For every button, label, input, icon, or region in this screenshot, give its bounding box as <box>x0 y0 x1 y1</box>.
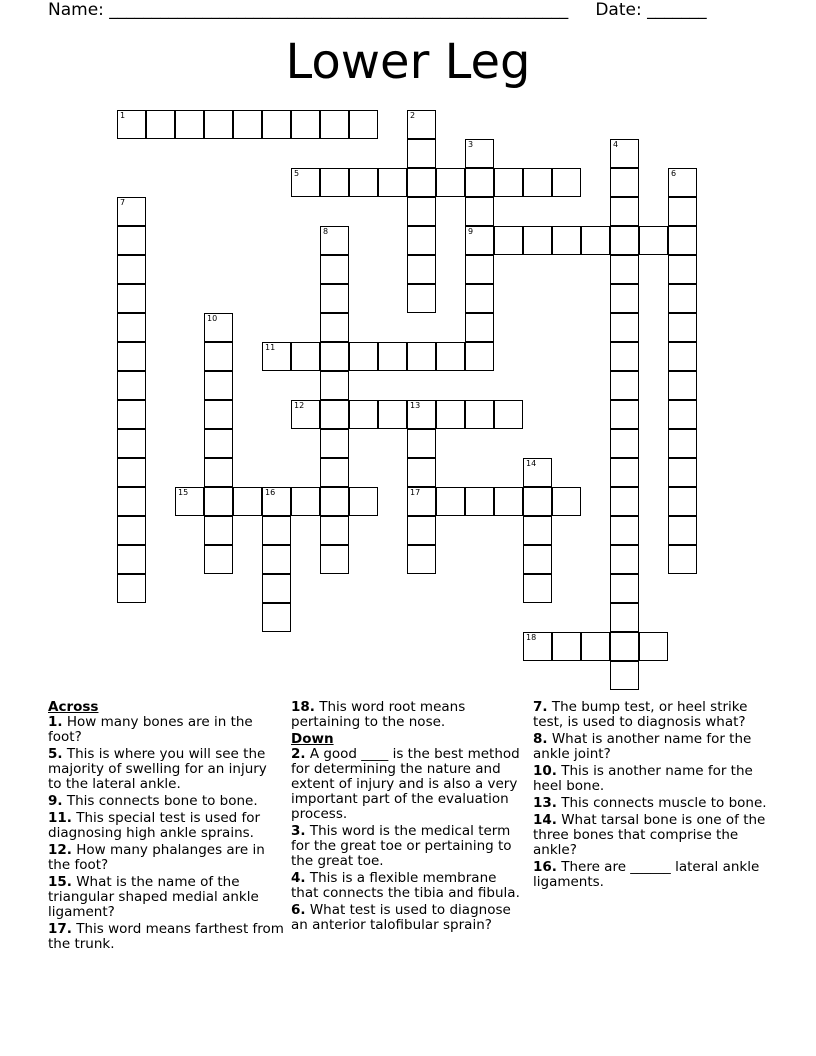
grid-cell[interactable] <box>523 226 552 255</box>
grid-cell[interactable] <box>523 516 552 545</box>
grid-cell[interactable] <box>175 110 204 139</box>
clue-text: The bump test, or heel strike test, is used to diagnosis what? <box>533 699 748 730</box>
grid-cell[interactable] <box>320 400 349 429</box>
clue-number: 13 <box>410 401 421 410</box>
grid-cell[interactable] <box>610 197 639 226</box>
grid-cell[interactable] <box>291 168 320 197</box>
grid-cell[interactable] <box>320 168 349 197</box>
grid-cell[interactable] <box>523 574 552 603</box>
clue-item <box>291 903 527 933</box>
grid-cell[interactable] <box>436 168 465 197</box>
clue-number-label: 16. <box>533 859 557 875</box>
clue-item <box>533 796 769 811</box>
grid-cell[interactable] <box>407 197 436 226</box>
clue-item <box>291 700 527 730</box>
grid-cell[interactable] <box>668 255 697 284</box>
clue-item <box>48 747 284 792</box>
grid-cell[interactable] <box>668 226 697 255</box>
grid-cell[interactable] <box>407 255 436 284</box>
clue-text: A good ____ is the best method for determining the nature and extent of injury and is also a very important part of the evaluation process. <box>291 746 520 822</box>
grid-cell[interactable] <box>407 226 436 255</box>
grid-cell[interactable] <box>320 545 349 574</box>
grid-cell[interactable] <box>523 487 552 516</box>
grid-cell[interactable] <box>320 226 349 255</box>
grid-cell[interactable] <box>291 400 320 429</box>
grid-cell[interactable] <box>465 139 494 168</box>
grid-cell[interactable] <box>668 168 697 197</box>
grid-cell[interactable] <box>320 284 349 313</box>
grid-cell[interactable] <box>494 168 523 197</box>
grid-cell[interactable] <box>175 487 204 516</box>
grid-cell[interactable] <box>117 110 146 139</box>
grid-cell[interactable] <box>436 400 465 429</box>
grid-cell[interactable] <box>407 284 436 313</box>
clue-number-label: 4. <box>291 870 306 886</box>
grid-cell[interactable] <box>581 226 610 255</box>
grid-cell[interactable] <box>262 487 291 516</box>
grid-cell[interactable] <box>117 313 146 342</box>
clue-number: 3 <box>468 140 474 149</box>
grid-cell[interactable] <box>610 371 639 400</box>
clue-number-label: 14. <box>533 812 557 828</box>
clue-text: This special test is used for diagnosing high ankle sprains. <box>48 810 261 841</box>
grid-cell[interactable] <box>610 632 639 661</box>
clue-text: This word means farthest from the trunk. <box>48 921 284 952</box>
grid-cell[interactable] <box>320 255 349 284</box>
clue-number-label: 15. <box>48 874 72 890</box>
grid-cell[interactable] <box>320 429 349 458</box>
grid-cell[interactable] <box>639 632 668 661</box>
grid-cell[interactable] <box>668 458 697 487</box>
clue-number-label: 7. <box>533 699 548 715</box>
grid-cell[interactable] <box>320 371 349 400</box>
clue-number: 1 <box>120 111 126 120</box>
clue-item <box>291 871 527 901</box>
grid-cell[interactable] <box>378 168 407 197</box>
name-blank[interactable]: ______________________________________________________ <box>109 0 569 20</box>
grid-cell[interactable] <box>117 371 146 400</box>
clue-item <box>533 813 769 858</box>
grid-cell[interactable] <box>262 603 291 632</box>
grid-cell[interactable] <box>204 429 233 458</box>
grid-cell[interactable] <box>610 574 639 603</box>
grid-cell[interactable] <box>610 255 639 284</box>
clue-number-label: 18. <box>291 699 315 715</box>
clue-text: What test is used to diagnose an anterior talofibular sprain? <box>291 902 511 933</box>
clue-text: There are ______ lateral ankle ligaments. <box>533 859 760 890</box>
clue-number-label: 6. <box>291 902 306 918</box>
grid-cell[interactable] <box>436 487 465 516</box>
grid-cell[interactable] <box>610 284 639 313</box>
grid-cell[interactable] <box>668 400 697 429</box>
clue-text: This word root means pertaining to the nose. <box>291 699 466 730</box>
clue-number: 14 <box>526 459 537 468</box>
grid-cell[interactable] <box>117 400 146 429</box>
clue-number-label: 9. <box>48 793 63 809</box>
grid-cell[interactable] <box>436 342 465 371</box>
clue-item <box>533 860 769 890</box>
clue-text: This is a flexible membrane that connects the tibia and fibula. <box>291 870 520 901</box>
grid-cell[interactable] <box>494 226 523 255</box>
clue-item <box>533 764 769 794</box>
grid-cell[interactable] <box>407 168 436 197</box>
clue-number: 7 <box>120 198 126 207</box>
clue-number: 15 <box>178 488 189 497</box>
grid-cell[interactable] <box>349 342 378 371</box>
grid-cell[interactable] <box>610 168 639 197</box>
grid-cell[interactable] <box>378 400 407 429</box>
grid-cell[interactable] <box>262 545 291 574</box>
grid-cell[interactable] <box>610 516 639 545</box>
grid-cell[interactable] <box>668 516 697 545</box>
clue-number: 18 <box>526 633 537 642</box>
grid-cell[interactable] <box>668 487 697 516</box>
grid-cell[interactable] <box>204 487 233 516</box>
grid-cell[interactable] <box>465 168 494 197</box>
grid-cell[interactable] <box>117 255 146 284</box>
clue-number: 12 <box>294 401 305 410</box>
grid-cell[interactable] <box>117 545 146 574</box>
grid-cell[interactable] <box>204 400 233 429</box>
grid-cell[interactable] <box>262 574 291 603</box>
grid-cell[interactable] <box>349 168 378 197</box>
clue-text: What is another name for the ankle joint? <box>533 731 752 762</box>
grid-cell[interactable] <box>523 545 552 574</box>
grid-cell[interactable] <box>117 429 146 458</box>
grid-cell[interactable] <box>204 516 233 545</box>
grid-cell[interactable] <box>291 487 320 516</box>
clue-number: 11 <box>265 343 276 352</box>
clue-text: What is the name of the triangular shaped medial ankle ligament? <box>48 874 259 920</box>
clue-number: 8 <box>323 227 329 236</box>
down-heading: Down <box>291 731 334 747</box>
clues-column-2 <box>291 700 527 935</box>
clue-text: This is where you will see the majority of swelling for an injury to the lateral ankle. <box>48 746 267 792</box>
grid-cell[interactable] <box>668 371 697 400</box>
clue-number-label: 8. <box>533 731 548 747</box>
clue-item <box>48 715 284 745</box>
grid-cell[interactable] <box>610 226 639 255</box>
grid-cell[interactable] <box>465 487 494 516</box>
clue-number: 2 <box>410 111 416 120</box>
clue-text: What tarsal bone is one of the three bones that comprise the ankle? <box>533 812 766 858</box>
grid-cell[interactable] <box>407 139 436 168</box>
grid-cell[interactable] <box>610 661 639 690</box>
grid-cell[interactable] <box>465 197 494 226</box>
grid-cell[interactable] <box>465 284 494 313</box>
across-heading: Across <box>48 699 99 715</box>
grid-cell[interactable] <box>320 110 349 139</box>
grid-cell[interactable] <box>610 458 639 487</box>
clue-number: 9 <box>468 227 474 236</box>
grid-cell[interactable] <box>233 487 262 516</box>
clue-number-label: 17. <box>48 921 72 937</box>
grid-cell[interactable] <box>407 458 436 487</box>
grid-cell[interactable] <box>204 458 233 487</box>
grid-cell[interactable] <box>407 429 436 458</box>
grid-cell[interactable] <box>204 371 233 400</box>
clue-number: 10 <box>207 314 218 323</box>
grid-cell[interactable] <box>204 342 233 371</box>
grid-cell[interactable] <box>465 226 494 255</box>
grid-cell[interactable] <box>465 313 494 342</box>
grid-cell[interactable] <box>291 110 320 139</box>
clue-item <box>48 811 284 841</box>
grid-cell[interactable] <box>610 429 639 458</box>
grid-cell[interactable] <box>581 632 610 661</box>
clues-column-1 <box>48 700 284 954</box>
clues-column-3 <box>533 700 769 892</box>
grid-cell[interactable] <box>349 110 378 139</box>
grid-cell[interactable] <box>320 342 349 371</box>
clue-text: This is another name for the heel bone. <box>533 763 753 794</box>
grid-cell[interactable] <box>117 284 146 313</box>
clue-text: How many phalanges are in the foot? <box>48 842 265 873</box>
clue-number: 17 <box>410 488 421 497</box>
grid-cell[interactable] <box>407 516 436 545</box>
grid-cell[interactable] <box>407 545 436 574</box>
clue-number: 4 <box>613 140 619 149</box>
grid-cell[interactable] <box>465 255 494 284</box>
date-label: Date: <box>595 0 642 20</box>
grid-cell[interactable] <box>407 487 436 516</box>
clue-number-label: 13. <box>533 795 557 811</box>
clue-text: This word is the medical term for the great toe or pertaining to the great toe. <box>291 823 512 869</box>
grid-cell[interactable] <box>204 110 233 139</box>
clue-item <box>291 747 527 822</box>
clue-number-label: 10. <box>533 763 557 779</box>
clue-number-label: 3. <box>291 823 306 839</box>
grid-cell[interactable] <box>610 342 639 371</box>
clue-item <box>48 843 284 873</box>
clue-number-label: 2. <box>291 746 306 762</box>
grid-cell[interactable] <box>407 342 436 371</box>
grid-cell[interactable] <box>117 516 146 545</box>
grid-cell[interactable] <box>552 632 581 661</box>
page-title: Lower Leg <box>285 34 531 90</box>
grid-cell[interactable] <box>117 574 146 603</box>
grid-cell[interactable] <box>523 458 552 487</box>
date-blank[interactable]: _______ <box>647 0 707 20</box>
grid-cell[interactable] <box>407 400 436 429</box>
grid-cell[interactable] <box>320 516 349 545</box>
clue-item <box>533 732 769 762</box>
clue-number: 16 <box>265 488 276 497</box>
clue-number: 5 <box>294 169 300 178</box>
clue-number: 6 <box>671 169 677 178</box>
grid-cell[interactable] <box>610 545 639 574</box>
clue-text: How many bones are in the foot? <box>48 714 253 745</box>
grid-cell[interactable] <box>668 284 697 313</box>
grid-cell[interactable] <box>262 342 291 371</box>
clue-item <box>291 824 527 869</box>
grid-cell[interactable] <box>668 429 697 458</box>
grid-cell[interactable] <box>552 226 581 255</box>
clue-item <box>533 700 769 730</box>
grid-cell[interactable] <box>523 632 552 661</box>
grid-cell[interactable] <box>117 197 146 226</box>
grid-cell[interactable] <box>639 226 668 255</box>
grid-cell[interactable] <box>320 458 349 487</box>
grid-cell[interactable] <box>117 458 146 487</box>
grid-cell[interactable] <box>407 110 436 139</box>
grid-cell[interactable] <box>610 139 639 168</box>
grid-cell[interactable] <box>465 342 494 371</box>
clue-item <box>48 794 284 809</box>
grid-cell[interactable] <box>610 400 639 429</box>
clue-number-label: 1. <box>48 714 63 730</box>
grid-cell[interactable] <box>117 342 146 371</box>
grid-cell[interactable] <box>146 110 175 139</box>
clue-number-label: 12. <box>48 842 72 858</box>
grid-cell[interactable] <box>610 603 639 632</box>
grid-cell[interactable] <box>610 313 639 342</box>
grid-cell[interactable] <box>668 197 697 226</box>
name-label: Name: <box>48 0 104 20</box>
clue-item <box>48 922 284 952</box>
grid-cell[interactable] <box>320 487 349 516</box>
grid-cell[interactable] <box>262 516 291 545</box>
grid-cell[interactable] <box>552 487 581 516</box>
grid-cell[interactable] <box>349 487 378 516</box>
grid-cell[interactable] <box>610 487 639 516</box>
clue-item <box>48 875 284 920</box>
grid-cell[interactable] <box>552 168 581 197</box>
clue-number-label: 5. <box>48 746 63 762</box>
grid-cell[interactable] <box>668 545 697 574</box>
grid-cell[interactable] <box>117 226 146 255</box>
clue-number-label: 11. <box>48 810 72 826</box>
grid-cell[interactable] <box>320 313 349 342</box>
grid-cell[interactable] <box>523 168 552 197</box>
grid-cell[interactable] <box>494 487 523 516</box>
grid-cell[interactable] <box>668 342 697 371</box>
grid-cell[interactable] <box>262 110 291 139</box>
grid-cell[interactable] <box>378 342 407 371</box>
grid-cell[interactable] <box>204 313 233 342</box>
clue-text: This connects bone to bone. <box>62 793 258 809</box>
grid-cell[interactable] <box>668 313 697 342</box>
grid-cell[interactable] <box>349 400 378 429</box>
grid-cell[interactable] <box>117 487 146 516</box>
grid-cell[interactable] <box>233 110 262 139</box>
clue-text: This connects muscle to bone. <box>556 795 767 811</box>
grid-cell[interactable] <box>465 400 494 429</box>
grid-cell[interactable] <box>291 342 320 371</box>
grid-cell[interactable] <box>204 545 233 574</box>
grid-cell[interactable] <box>494 400 523 429</box>
